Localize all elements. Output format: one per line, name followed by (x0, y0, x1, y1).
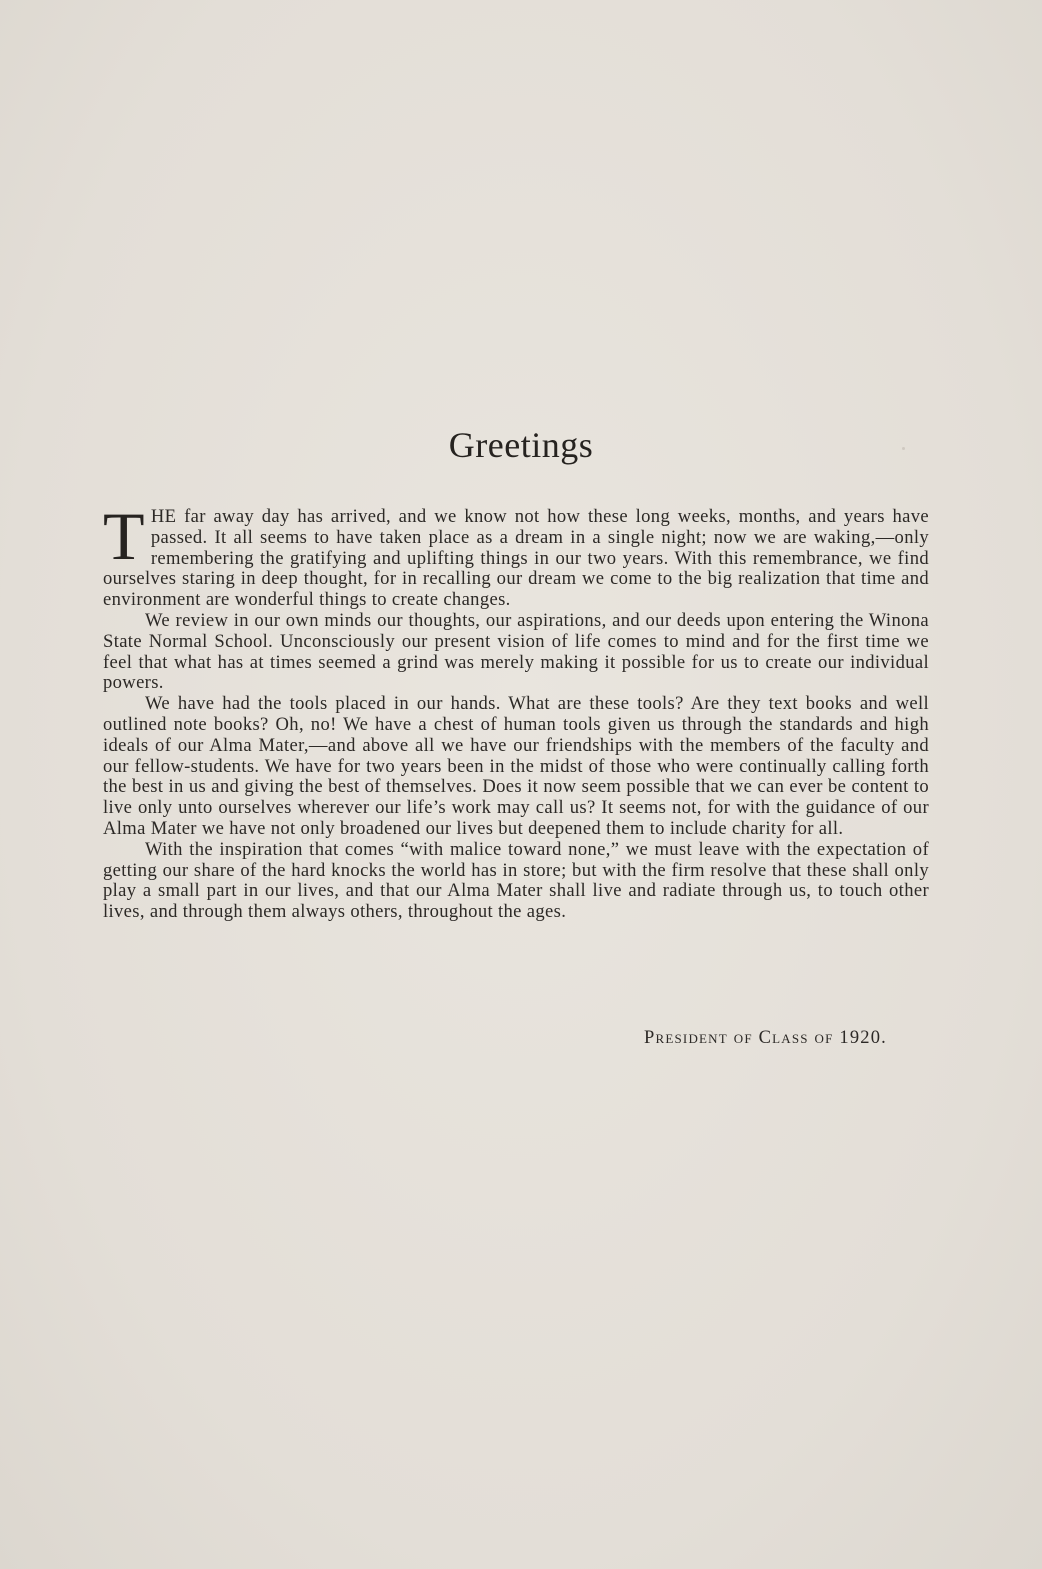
paragraph-2: We review in our own minds our thoughts, our aspirations, and our deeds upon entering the Winona State Normal School. Unconsciously our present vision of life comes to mind and for the first time we feel that what has at times seemed a grind was merely making it possible for us to create our individual powers. (103, 609, 929, 694)
paragraph-1-text: HE far away day has arrived, and we know not how these long weeks, months, and years have passed. It all seems to have taken place as a dream in a single night; now we are waking,—only remembering the gratifying and uplifting things in our two years. With this remembrance, we find ourselves staring in deep thought, for in recalling our dream we come to the big realization that time and environment are wonderful things to create changes. (103, 506, 929, 611)
letter-body (103, 498, 929, 923)
signature: President of Class of 1920. (643, 1028, 887, 1048)
paragraph-3: We have had the tools placed in our hands. What are these tools? Are they text books and well outlined note books? Oh, no! We have a chest of human tools given us through the standards and high ideals of our Alma Mater,—and above all we have our friendships with the members of the faculty and our fellow-students. We have for two years been in the midst of those who were continually calling forth the best in us and giving the best of themselves. Does it now seem possible that we can ever be content to live only unto ourselves wherever our life’s work may call us? It seems not, for with the guidance of our Alma Mater we have not only broadened our lives but deepened them to include charity for all. (103, 693, 929, 839)
paragraph-1 (103, 498, 929, 611)
drop-cap: T (103, 498, 145, 574)
paragraph-4: With the inspiration that comes “with malice toward none,” we must leave with the expectation of getting our share of the hard knocks the world has in store; but with the firm resolve that these shall only play a small part in our lives, and that our Alma Mater shall live and radiate through us, to touch other lives, and through them always others, throughout the ages. (103, 838, 929, 923)
page-title: Greetings (448, 425, 594, 465)
